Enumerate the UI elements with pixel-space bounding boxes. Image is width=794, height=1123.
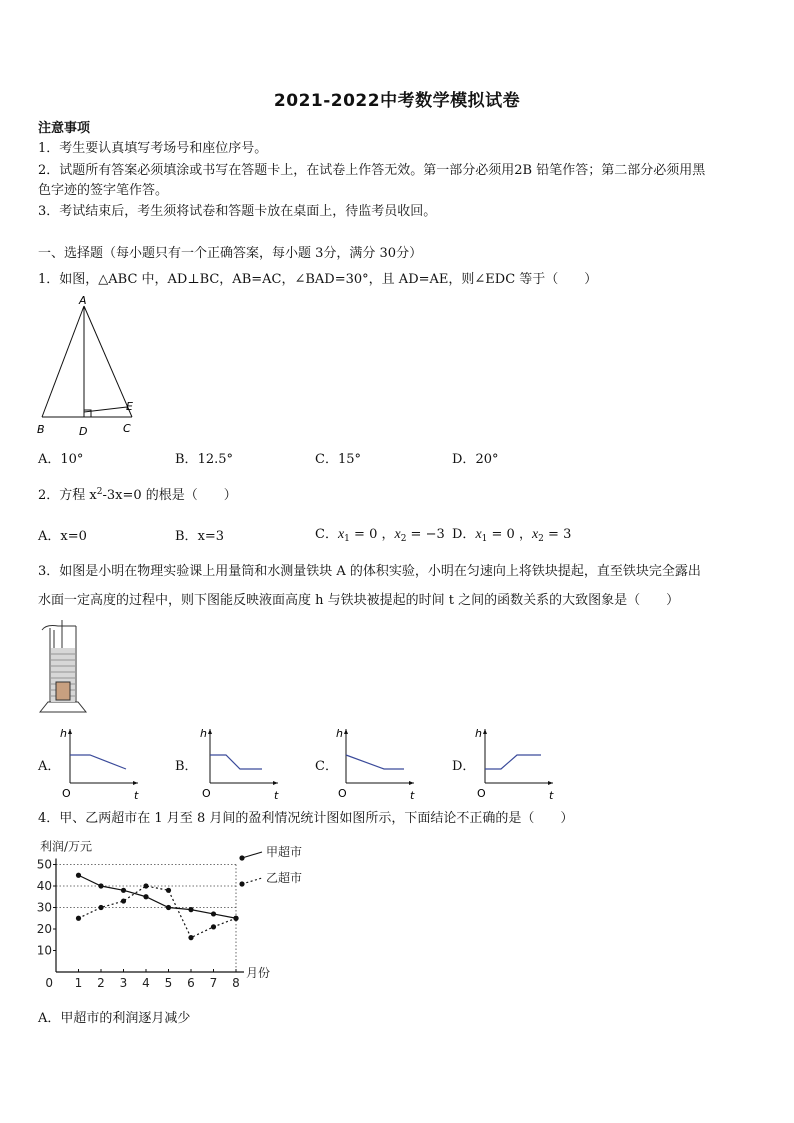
vertex-c-label: C [123, 422, 131, 435]
value: = 3 [543, 527, 572, 542]
var-x: x [337, 527, 345, 542]
axis-t-label: t [134, 789, 139, 802]
q4-stem: 4．甲、乙两超市在 1 月至 8 月间的盈利情况统计图如图所示，下面结论不正确的是（ ） [38, 811, 574, 826]
subscript: 2 [538, 534, 544, 544]
origin-label: O [338, 787, 347, 800]
y-tick-label: 20 [36, 922, 52, 936]
q3-graph-c [336, 725, 422, 803]
subscript: 1 [481, 534, 488, 544]
origin-label: O [62, 787, 71, 800]
axis-h-label: h [200, 727, 207, 740]
var-x: x [394, 527, 401, 542]
q3-graph-b [200, 725, 286, 803]
q3-option-d-letter: D． [452, 759, 476, 774]
vertex-d-label: D [79, 425, 88, 438]
y-tick-label: 30 [36, 900, 52, 915]
q1-option-c [315, 448, 361, 467]
series-1-point [188, 907, 193, 912]
notice-item-1: 1．考生要认真填写考场号和座位序号。 [38, 141, 268, 156]
series-layer [76, 873, 239, 941]
x-tick-label: 5 [164, 976, 173, 990]
x-tick-label: 4 [142, 976, 150, 990]
origin-label: O [477, 787, 486, 800]
series-1-point [98, 883, 103, 888]
option-text: 10° [60, 452, 84, 467]
y-axis-title: 利润/万元 [40, 839, 93, 854]
x-tick-label: 2 [97, 976, 105, 990]
q1-option-b [175, 448, 233, 467]
series-2-point [166, 888, 171, 893]
legend-line [242, 878, 262, 884]
notice-heading: 注意事项 [38, 121, 91, 136]
series-1-point [121, 888, 126, 893]
q2-option-c [315, 523, 445, 544]
q4-option-a: A．甲超市的利润逐月减少 [38, 1011, 191, 1026]
series-1-point [166, 905, 171, 910]
series-1-point [143, 894, 148, 899]
subscript: 1 [344, 534, 350, 544]
axis-t-label: t [274, 789, 279, 802]
value: = 0 ， [349, 527, 395, 542]
q3-graph-d [475, 725, 561, 803]
section-heading: 一、选择题（每小题只有一个正确答案，每小题 3分，满分 30分） [38, 246, 423, 261]
var-x: x [475, 527, 482, 542]
option-letter: B． [175, 529, 198, 544]
q1-option-d [452, 448, 498, 467]
q3-option-c-letter: C． [315, 759, 338, 774]
q2-stem-suffix: -3x=0 的根是（ ） [102, 488, 237, 503]
q1-option-a [38, 448, 83, 467]
option-text: 20° [475, 452, 499, 467]
origin-label: O [202, 787, 211, 800]
option-letter: D． [452, 452, 476, 467]
vertex-e-label: E [126, 400, 133, 413]
q3-stem-line-2: 水面一定高度的过程中，则下图能反映液面高度 h 与铁块被提起的时间 t 之间的函数关系的大致图象是（ ） [38, 593, 680, 608]
series-2-point [143, 883, 148, 888]
value: = −3 [406, 527, 445, 542]
series-2-point [188, 935, 193, 940]
series-1-point [76, 873, 81, 878]
notice-item-3: 3．考试结束后，考生须将试卷和答题卡放在桌面上，待监考员收回。 [38, 204, 437, 219]
axis-t-label: t [410, 789, 415, 802]
legend-label: 乙超市 [266, 871, 303, 885]
series-1-point [211, 911, 216, 916]
q2-option-b [175, 525, 224, 544]
axis-t-label: t [549, 789, 554, 802]
vertex-b-label: B [37, 423, 45, 436]
option-text: 12.5° [197, 452, 234, 467]
option-letter: A． [38, 452, 61, 467]
legend-marker [239, 855, 244, 860]
value: = 0 ， [487, 527, 532, 542]
q2-option-d [452, 523, 571, 544]
x-tick-label: 7 [209, 976, 218, 990]
axis-h-label: h [475, 727, 482, 740]
y-tick-label: 40 [36, 879, 52, 893]
axis-layer [37, 839, 270, 991]
q2-option-a [38, 525, 87, 544]
graduated-cylinder-figure [38, 620, 98, 716]
series-2-point [76, 916, 81, 921]
x-tick-label: 6 [187, 976, 195, 990]
option-text: 15° [337, 452, 361, 467]
y-tick-label: 50 [36, 857, 52, 872]
grid-layer [56, 865, 236, 973]
page-title: 2021-2022中考数学模拟试卷 [273, 91, 521, 111]
profit-line-chart [30, 836, 350, 996]
q3-stem-line-1: 3．如图是小明在物理实验课上用量筒和水测量铁块 A 的体积实验，小明在匀速向上将铁块提起，直至铁块完全露出 [38, 564, 701, 579]
x-tick-label: 0 [45, 976, 53, 990]
axis-h-label: h [60, 727, 67, 740]
notice-item-2: 2．试题所有答案必须填涂或书写在答题卡上，在试卷上作答无效。第一部分必须用2B 铅笔作答；第二部分必须用黑 [38, 163, 706, 178]
series-2-point [233, 916, 238, 921]
x-axis-title: 月份 [246, 966, 271, 980]
legend-marker [239, 881, 244, 886]
x-tick-label: 1 [74, 976, 83, 990]
option-text: x=3 [197, 529, 225, 544]
series-2-point [211, 924, 216, 929]
legend-line [242, 852, 262, 858]
option-letter: B． [175, 452, 198, 467]
q3-option-a-letter: A． [38, 759, 61, 774]
vertex-a-label: A [79, 294, 87, 307]
var-x: x [531, 527, 539, 542]
option-letter: D． [452, 527, 476, 542]
q3-graph-a [60, 725, 146, 803]
legend-label: 甲超市 [266, 845, 303, 859]
q1-stem: 1．如图，△ABC 中，AD⊥BC，AB=AC，∠BAD=30°，且 AD=AE，则∠EDC 等于（ ） [38, 272, 598, 287]
axis-h-label: h [336, 727, 343, 740]
subscript: 2 [400, 534, 407, 544]
series-2-point [98, 905, 103, 910]
q1-triangle-figure [34, 294, 144, 440]
option-text: x=0 [60, 529, 87, 544]
notice-item-2-cont: 色字迹的签字笔作答。 [38, 183, 169, 198]
option-letter: C． [315, 452, 338, 467]
x-tick-label: 8 [232, 976, 240, 990]
y-tick-label: 10 [36, 943, 52, 958]
legend-layer [239, 844, 302, 887]
x-tick-label: 3 [119, 976, 128, 990]
q3-option-b-letter: B． [175, 759, 198, 774]
q2-stem [38, 482, 237, 506]
q2-stem-prefix: 2．方程 x [38, 488, 97, 503]
option-letter: A． [38, 529, 61, 544]
series-2-point [121, 898, 126, 903]
q2-stem-superscript: 2 [96, 487, 103, 497]
option-letter: C． [315, 527, 338, 542]
